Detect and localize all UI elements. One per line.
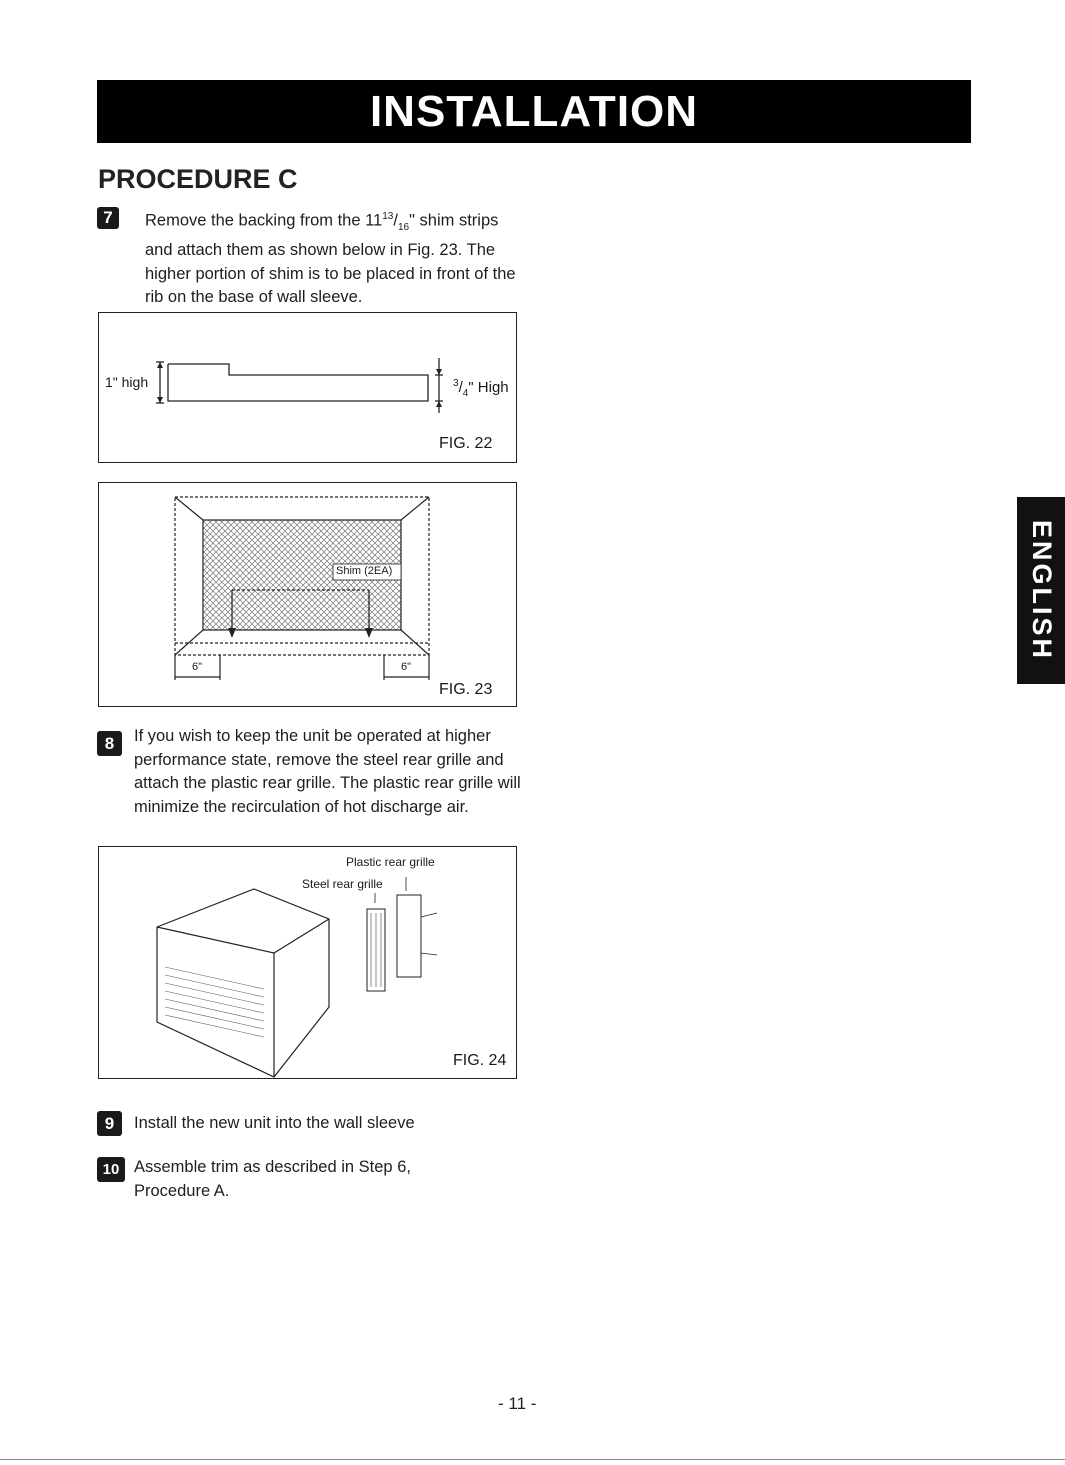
figure-22 <box>98 312 517 463</box>
step-10-badge: 10 <box>97 1157 125 1182</box>
figure-24-label: FIG. 24 <box>453 1052 507 1069</box>
language-tab <box>1017 497 1065 684</box>
step-9-badge: 9 <box>97 1111 122 1136</box>
page-title-banner <box>97 80 971 143</box>
bottom-divider <box>0 1459 1065 1460</box>
step-10-text: Assemble trim as described in Step 6, Procedure A. <box>134 1158 411 1200</box>
dimension-left: 6" <box>192 661 203 673</box>
figure-22-label: FIG. 22 <box>439 435 493 452</box>
figure-23-label: FIG. 23 <box>439 681 493 698</box>
language-tab-label: ENGLISH <box>1026 519 1057 662</box>
figure-24 <box>98 846 517 1079</box>
step-8-badge: 8 <box>97 731 122 756</box>
page-number: - 11 - <box>498 1394 537 1413</box>
step-7-badge: 7 <box>97 207 119 229</box>
page-title: INSTALLATION <box>369 86 699 136</box>
shim-label: Shim (2EA) <box>336 565 393 577</box>
step-8-text: If you wish to keep the unit be operated at higher performance state, remove the steel rear grille and attach the plastic rear grille. The plastic rear grille will minimize the recirculation of hot discharge air. <box>134 727 521 816</box>
wall-sleeve-diagram <box>99 483 518 708</box>
step-7-text: Remove the backing from the $11^{13}/_{16}$" shim strips and attach them as shown below in Fig. 23. The higher portion of shim is to be placed in front of the rib on the base of wall sleeve. <box>145 211 516 307</box>
section-title: PROCEDURE C <box>98 164 298 194</box>
dimension-right: 6" <box>401 661 412 673</box>
plastic-grille-label: Plastic rear grille <box>346 855 435 869</box>
figure-23 <box>98 482 517 707</box>
step-9-text: Install the new unit into the wall sleeve <box>134 1114 415 1132</box>
left-dimension-label: 1" high <box>105 374 149 390</box>
right-dimension-label: $^3/_4$" High <box>453 378 509 399</box>
steel-grille-label: Steel rear grille <box>302 877 383 891</box>
